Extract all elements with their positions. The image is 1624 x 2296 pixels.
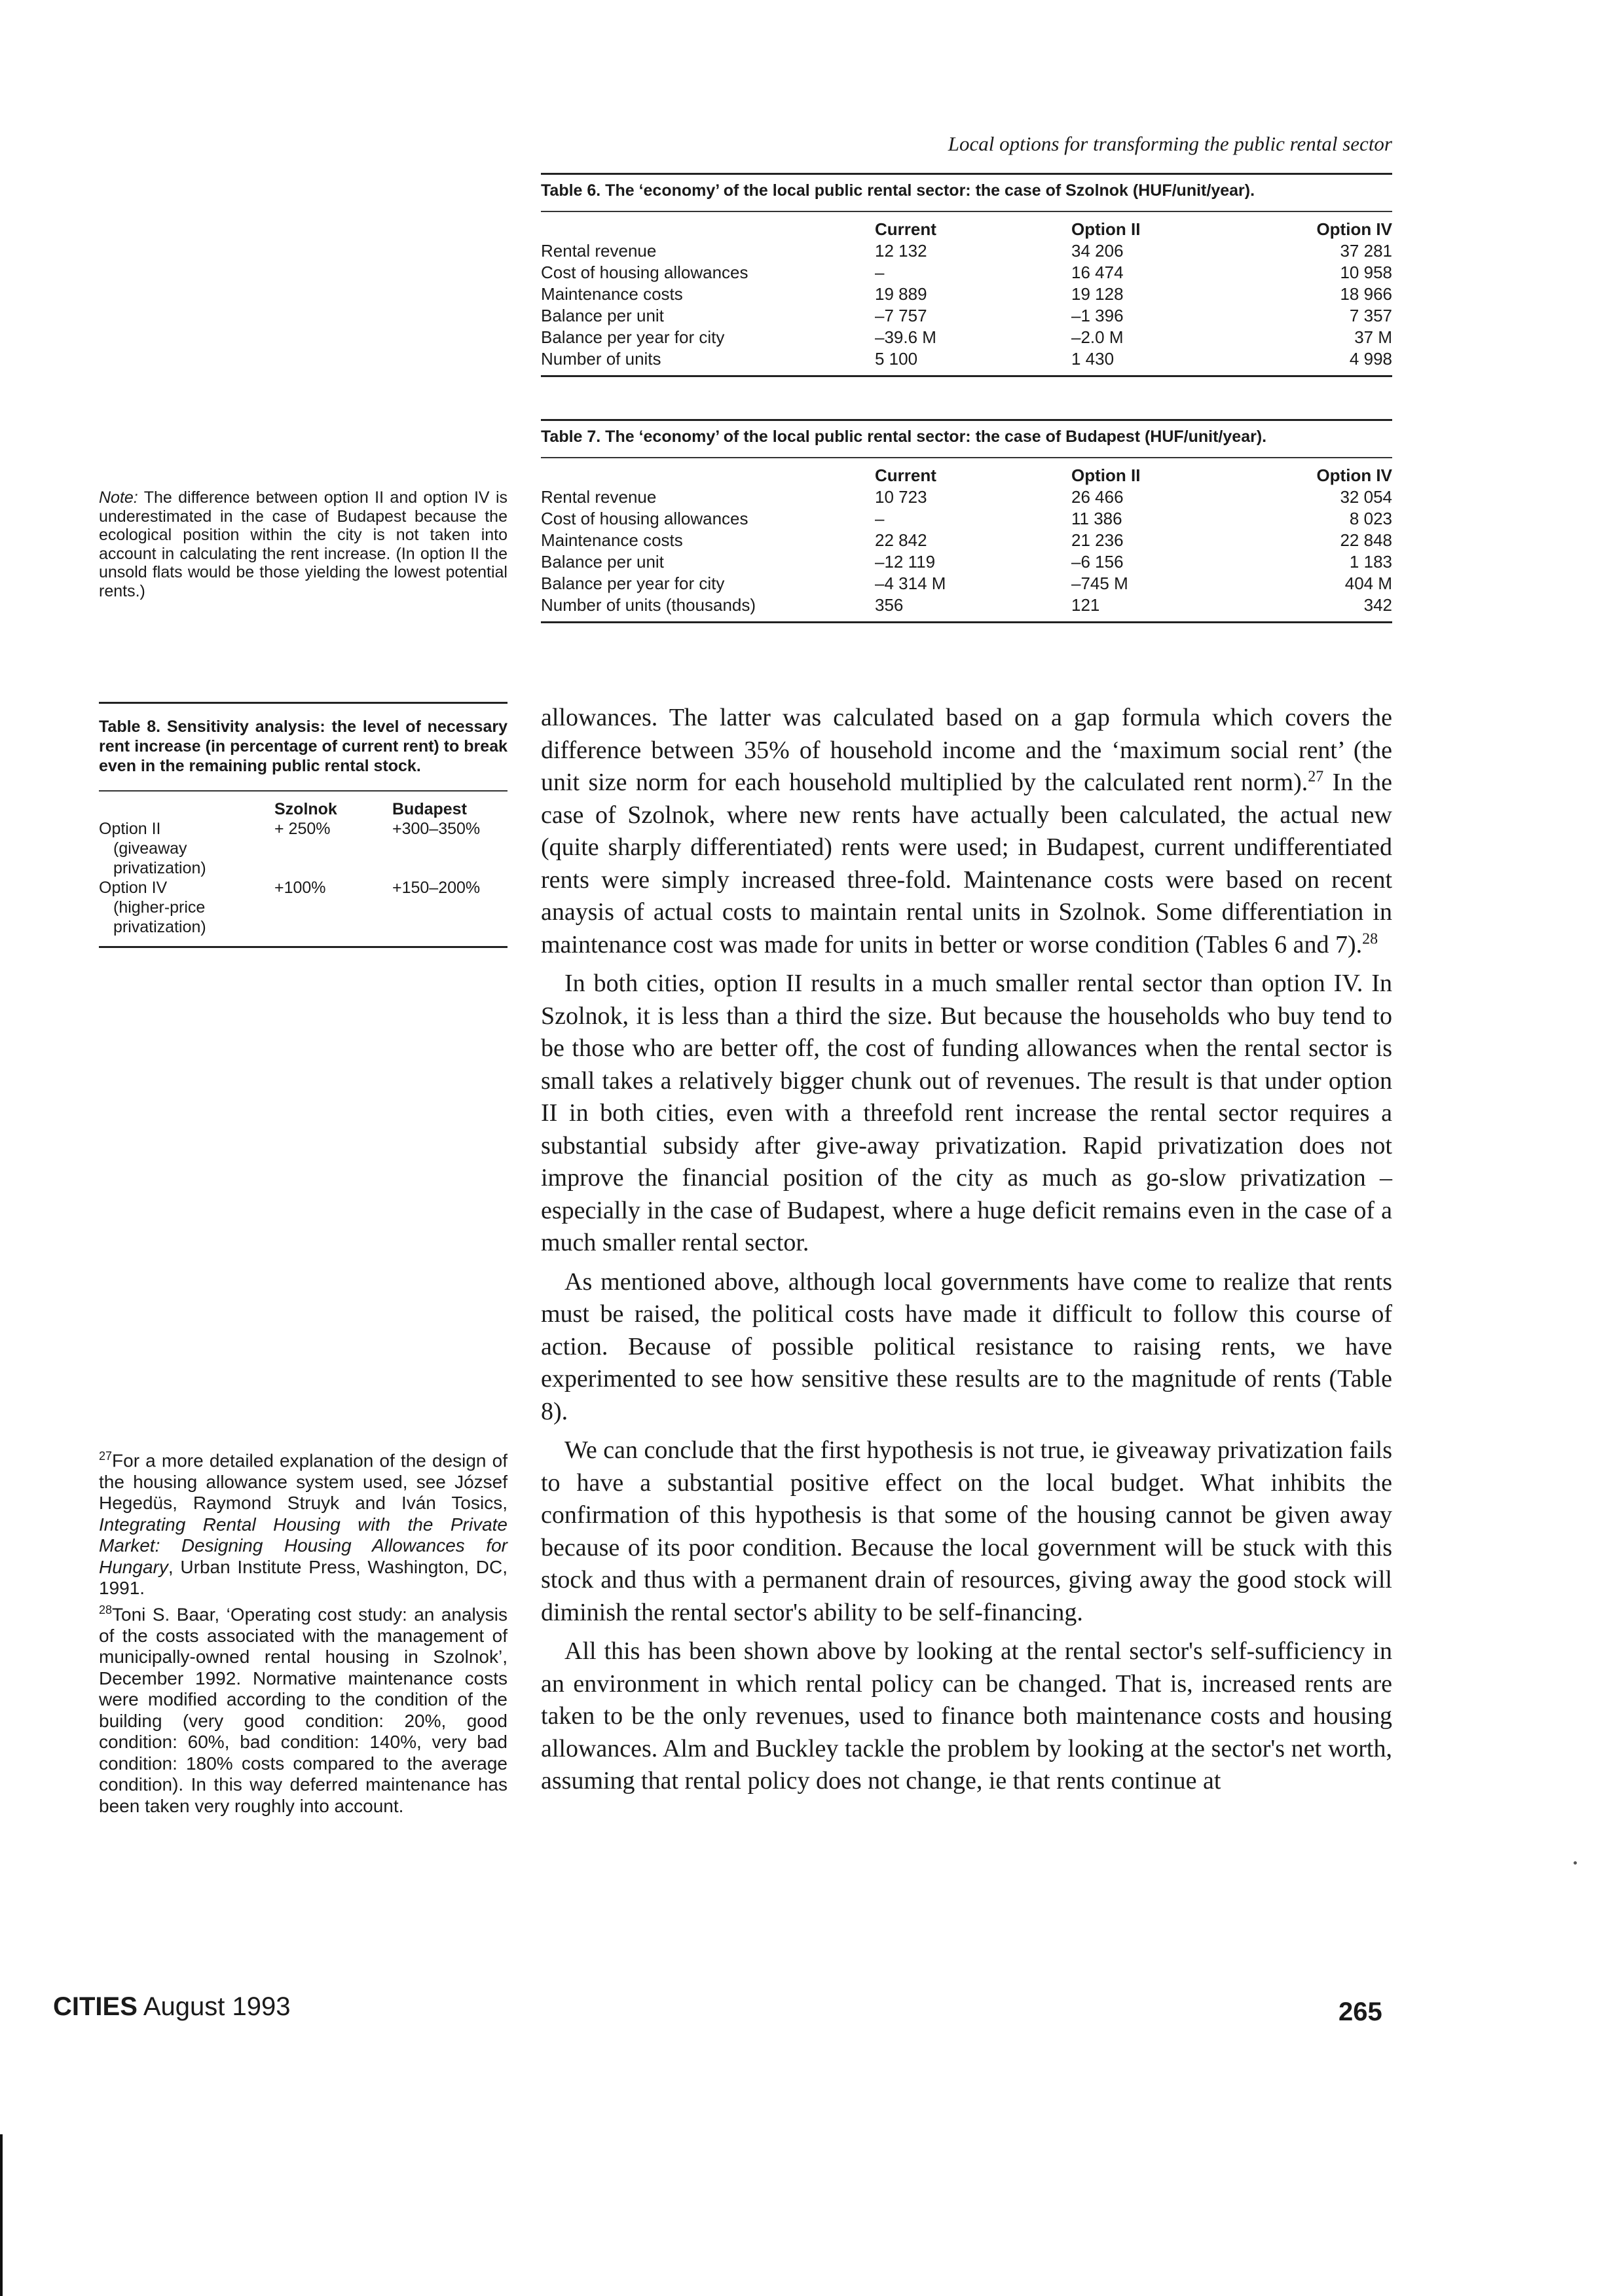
cell: 22 848 [1340,530,1392,550]
row-label-main: Option IV [99,879,168,897]
table-row [541,508,1392,530]
row-label-sub: (higher-price [113,898,206,917]
paragraph [541,702,1392,961]
table-7-caption-rule [541,457,1392,458]
cell: –2.0 M [1071,327,1124,347]
cell: 18 966 [1340,284,1392,304]
row-label: Balance per unit [541,306,664,325]
cell: 5 100 [875,349,918,369]
note-text: The difference between option II and option IV is underestimated in the case of Budapest because the ecological position within the city is not taken into account in calculating the rent increase. (In option II the unsold flats would be those yielding the lowest potential rents.) [99,488,508,600]
cell: 342 [1363,595,1392,615]
table-7 [541,419,1392,623]
table-8-header-row [99,799,507,819]
row-label-sub: privatization) [113,918,206,936]
table-8-grid [99,799,507,937]
running-head: Local options for transforming the public rental sector [948,132,1392,155]
table-8-stub-header [99,799,274,819]
row-label: Balance per year for city [541,574,725,593]
cell: 16 474 [1071,263,1124,282]
footnote-28 [99,1599,507,1817]
table-6-grid [541,219,1392,370]
cell: 121 [1071,595,1100,615]
row-label: Cost of housing allowances [541,263,748,282]
paragraph: In both cities, option II results in a much smaller rental sector than option IV. In Szolnok, it is less than a third the size. But because the households who buy tend to be those who are better off, the cost of funding allowances when the rental sector is small takes a relatively bigger chunk out of revenues. The result is that under option II in both cities, even with a threefold rent increase the rental sector requires a substantial subsidy after give-away privatization. Rapid privatization does not improve the financial position of the city as much as go-slow privatization – especially in the case of Budapest, where a huge deficit remains even in the case of a much smaller rental sector. [541,970,1392,1256]
cell: 37 281 [1340,241,1392,261]
row-label [99,878,274,937]
journal-name: CITIES [53,1992,138,2021]
table-row [541,240,1392,262]
cell: 37 M [1354,327,1392,347]
paragraph: As mentioned above, although local governments have come to realize that rents must be raised, the political costs have made it difficult to follow this course of action. Because of possible political resistance to raising rents, we have experimented to see how sensitive these results are to the magnitude of rents (Table 8). [541,1267,1392,1425]
cell: 1 183 [1349,552,1392,572]
table-7-caption: Table 7. The ‘economy’ of the local public rental sector: the case of Budapest (HUF/unit/year). [541,428,1267,446]
cell: 356 [875,595,904,615]
cell: –1 396 [1071,306,1124,325]
cell: 11 386 [1071,509,1122,528]
table-8-col-header: Szolnok [274,800,337,818]
cell: –4 314 M [875,574,946,593]
cell: 34 206 [1071,241,1124,261]
table-row [541,348,1392,370]
table-7-col-header: Current [875,465,936,485]
table-8-bottom-rule [99,946,507,948]
body-text [541,702,1392,1804]
row-label: Cost of housing allowances [541,509,748,528]
cell: –745 M [1071,574,1128,593]
cell: 21 236 [1071,530,1124,550]
table-7-col-header: Option IV [1316,465,1392,485]
cell: –6 156 [1071,552,1124,572]
table-row [541,327,1392,348]
scan-edge-mark [0,2134,3,2296]
table-row [541,486,1392,508]
table-6-col-header: Option II [1071,219,1141,239]
row-label-main: Option II [99,820,161,838]
cell: +100% [274,879,326,897]
cell: 32 054 [1340,487,1392,507]
cell: 8 023 [1349,509,1392,528]
table-row [99,878,507,937]
footnote-book-title: Integrating Rental Housing with the Private Market: Designing Housing Allowances for Hungary [99,1514,507,1577]
row-label [99,819,274,878]
footnote-ref[interactable]: 28 [1362,930,1378,947]
table-6 [541,173,1392,377]
footnotes [99,1446,507,1817]
table-8-col-header: Budapest [392,800,467,818]
table-row [541,305,1392,327]
footnote-text: Toni S. Baar, ‘Operating cost study: an analysis of the costs associated with the management of municipally-owned rental housing in Szolnok’, December 1992. Normative maintenance costs were modified according to the condition of the building (very good condition: 20%, good condition: 60%, bad condition: 140%, very bad condition: 180% costs compared to the average condition). In this way deferred maintenance has been taken very roughly into account. [99,1604,507,1816]
cell: –39.6 M [875,327,936,347]
table-6-col-header: Current [875,219,936,239]
issue-date: August 1993 [143,1992,291,2021]
footnote-mark: 28 [99,1603,113,1616]
table-7-header-row [541,465,1392,486]
table-row [541,573,1392,594]
table-row [99,819,507,878]
table-row [541,262,1392,283]
cell: 404 M [1344,574,1392,593]
table-row [541,530,1392,551]
cell: 19 889 [875,284,927,304]
note-lead: Note: [99,488,138,507]
footnote-ref[interactable]: 27 [1308,768,1324,786]
footer-journal [53,1992,290,2022]
row-label-sub: (giveaway [113,839,187,858]
paragraph-text: In the case of Szolnok, where new rents have actually been calculated, the actual new (quite sharply differentiated) rents were used; in Budapest, current undifferentiated rents were simply increased three-fold. Maintenance costs were based on recent anaysis of actual costs to maintain rental units in Szolnok. Some differentiation in maintenance cost was made for units in better or worse condition (Tables 6 and 7). [541,769,1393,958]
paragraph-text: allowances. The latter was calculated based on a gap formula which covers the difference between 35% of household income and the ‘maximum social rent’ (the unit size norm for each household multiplied by the calculated rent norm). [541,704,1392,796]
row-label: Maintenance costs [541,530,683,550]
row-label: Balance per year for city [541,327,725,347]
paragraph: We can conclude that the first hypothesis is not true, ie giveaway privatization fails to have a substantial positive effect on the local budget. What inhibits the confirmation of this hypothesis is that some of the housing cannot be given away because of its poor condition. Because the local government will be stuck with this stock and thus with a permanent drain of resources, giving away the good stock will diminish the rental sector's ability to be self-financing. [541,1436,1392,1626]
row-label: Rental revenue [541,487,657,507]
table-7-stub-header [541,465,875,486]
row-label: Number of units (thousands) [541,595,756,615]
table-6-caption-rule [541,211,1392,212]
cell: 19 128 [1071,284,1124,304]
scan-speck [1574,1861,1577,1865]
table-6-caption: Table 6. The ‘economy’ of the local public rental sector: the case of Szolnok (HUF/unit/year). [541,181,1255,200]
footnote-text: , Urban Institute Press, Washington, DC, 1991. [99,1556,507,1599]
row-label: Rental revenue [541,241,657,261]
cell: – [875,509,885,528]
footnote-text: For a more detailed explanation of the design of the housing allowance system used, see József Hegedüs, Raymond Struyk and Iván Tosics, [99,1450,507,1514]
table-6-stub-header [541,219,875,240]
table-row [541,283,1392,305]
table-7-bottom-rule [541,621,1392,623]
cell: +300–350% [392,820,481,838]
cell: 4 998 [1349,349,1392,369]
cell: + 250% [274,820,331,838]
table-note [99,488,507,600]
table-6-header-row [541,219,1392,240]
paragraph: All this has been shown above by looking at the rental sector's self-sufficiency in an environment in which rental policy can be changed. That is, increased rents are taken to be the only revenues, used to finance both maintenance costs and housing allowances. Alm and Buckley tackle the problem by looking at the sector's net worth, assuming that rental policy does not change, ie that rents continue at [541,1637,1392,1795]
table-6-col-header: Option IV [1316,219,1392,239]
cell: 26 466 [1071,487,1124,507]
table-8 [99,702,507,948]
cell: 22 842 [875,530,927,550]
row-label: Maintenance costs [541,284,683,304]
table-7-col-header: Option II [1071,465,1141,485]
table-8-caption: Table 8. Sensitivity analysis: the level of necessary rent increase (in percentage of current rent) to break even in the remaining public rental stock. [99,718,507,775]
cell: 1 430 [1071,349,1115,369]
cell: –7 757 [875,306,927,325]
cell: +150–200% [392,879,481,897]
footnote-mark: 27 [99,1449,113,1463]
table-6-bottom-rule [541,375,1392,377]
cell: 10 958 [1340,263,1392,282]
table-row [541,594,1392,616]
table-7-grid [541,465,1392,616]
cell: –12 119 [875,552,936,572]
footnote-27 [99,1446,507,1599]
page-number: 265 [1338,1997,1382,2026]
cell: 10 723 [875,487,927,507]
row-label: Balance per unit [541,552,664,572]
table-row [541,551,1392,573]
cell: 7 357 [1349,306,1392,325]
row-label: Number of units [541,349,661,369]
cell: 12 132 [875,241,927,261]
row-label-sub: privatization) [113,859,206,877]
table-8-caption-rule [99,790,507,792]
cell: – [875,263,885,282]
